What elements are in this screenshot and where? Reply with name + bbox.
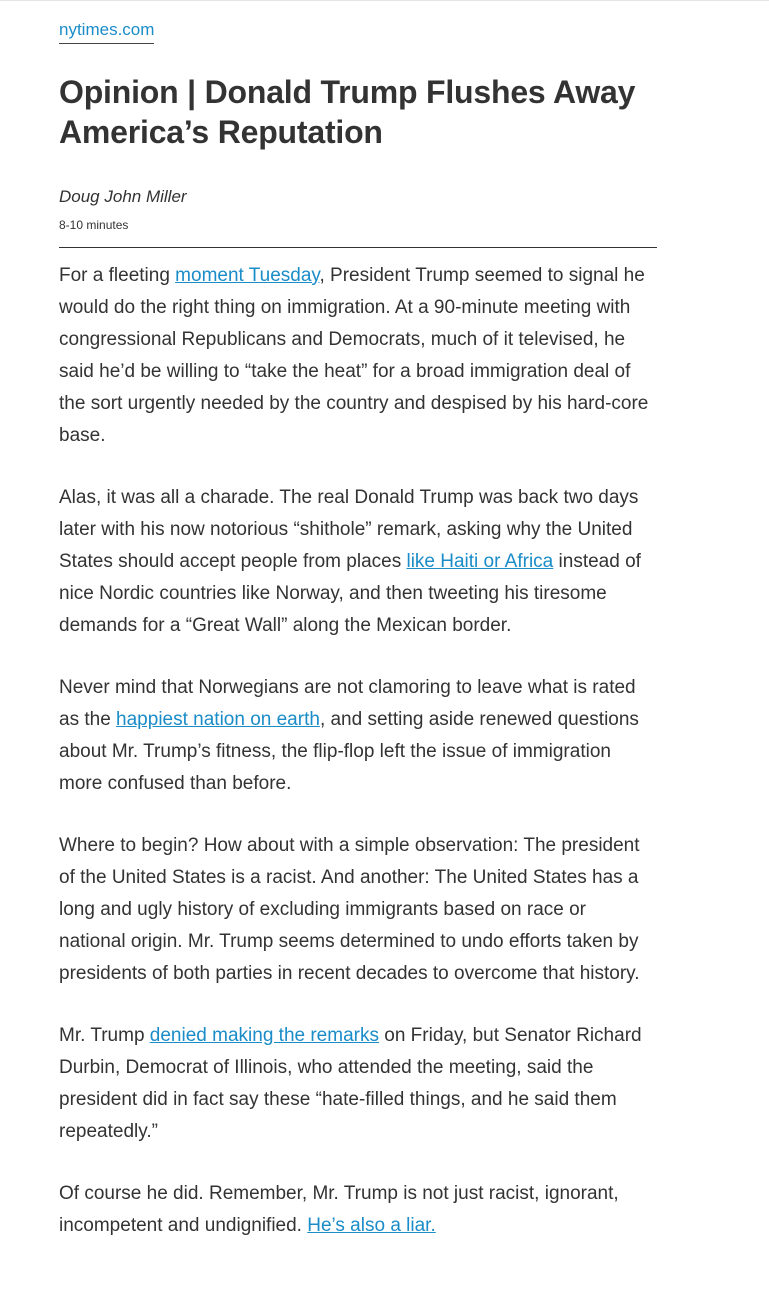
paragraph-2-text-before: Alas, it was all a charade. The real Donald Trump was back two days later with his now notorious “shithole” remark, asking why the United States should accept people from places	[59, 487, 639, 572]
paragraph-6	[59, 1178, 657, 1242]
paragraph-5	[59, 1020, 657, 1148]
paragraph-3-text-after: , and setting aside renewed questions about Mr. Trump’s fitness, the flip-flop left the issue of immigration more confused than before.	[59, 709, 639, 794]
link-happiest-nation[interactable]: happiest nation on earth	[116, 709, 320, 730]
paragraph-2	[59, 482, 657, 642]
link-haiti-africa[interactable]: like Haiti or Africa	[406, 551, 554, 572]
paragraph-1-text-before: For a fleeting	[59, 265, 176, 286]
article-body	[59, 260, 657, 1242]
paragraph-5-text-before: Mr. Trump	[59, 1025, 150, 1046]
paragraph-3	[59, 672, 657, 800]
link-also-a-liar[interactable]: He’s also a liar.	[307, 1215, 436, 1236]
paragraph-5-text-after: on Friday, but Senator Richard Durbin, Democrat of Illinois, who attended the meeting, said the president did in fact say these “hate-filled things, and he said them repeatedly.”	[59, 1025, 642, 1142]
link-moment-tuesday[interactable]: moment Tuesday	[175, 265, 320, 286]
paragraph-1-text-after: , President Trump seemed to signal he would do the right thing on immigration. At a 90-minute meeting with congressional Republicans and Democrats, much of it televised, he said he’d be willing to “take the heat” for a broad immigration deal of the sort urgently needed by the country and despised by his hard-core base.	[59, 265, 649, 446]
paragraph-6-text-before: Of course he did. Remember, Mr. Trump is not just racist, ignorant, incompetent and undignified.	[59, 1183, 619, 1236]
reader-view	[59, 0, 657, 1272]
source-domain-link[interactable]: nytimes.com	[59, 19, 154, 44]
paragraph-1	[59, 260, 657, 452]
paragraph-3-text-before: Never mind that Norwegians are not clamoring to leave what is rated as the	[59, 677, 636, 730]
reading-time: 8-10 minutes	[59, 218, 129, 232]
article-author: Doug John Miller	[59, 187, 187, 206]
paragraph-4-text: Where to begin? How about with a simple observation: The president of the United States is a racist. And another: The United States has a long and ugly history of excluding immigrants based on race or national origin. Mr. Trump seems determined to undo efforts taken by presidents of both parties in recent decades to overcome that history.	[59, 835, 640, 984]
paragraph-4	[59, 830, 657, 990]
link-denied-remarks[interactable]: denied making the remarks	[149, 1025, 379, 1046]
paragraph-2-text-after: instead of nice Nordic countries like Norway, and then tweeting his tiresome demands for a “Great Wall” along the Mexican border.	[59, 551, 641, 636]
header-divider	[59, 247, 657, 248]
article-title: Opinion | Donald Trump Flushes Away America’s Reputation	[59, 74, 636, 150]
